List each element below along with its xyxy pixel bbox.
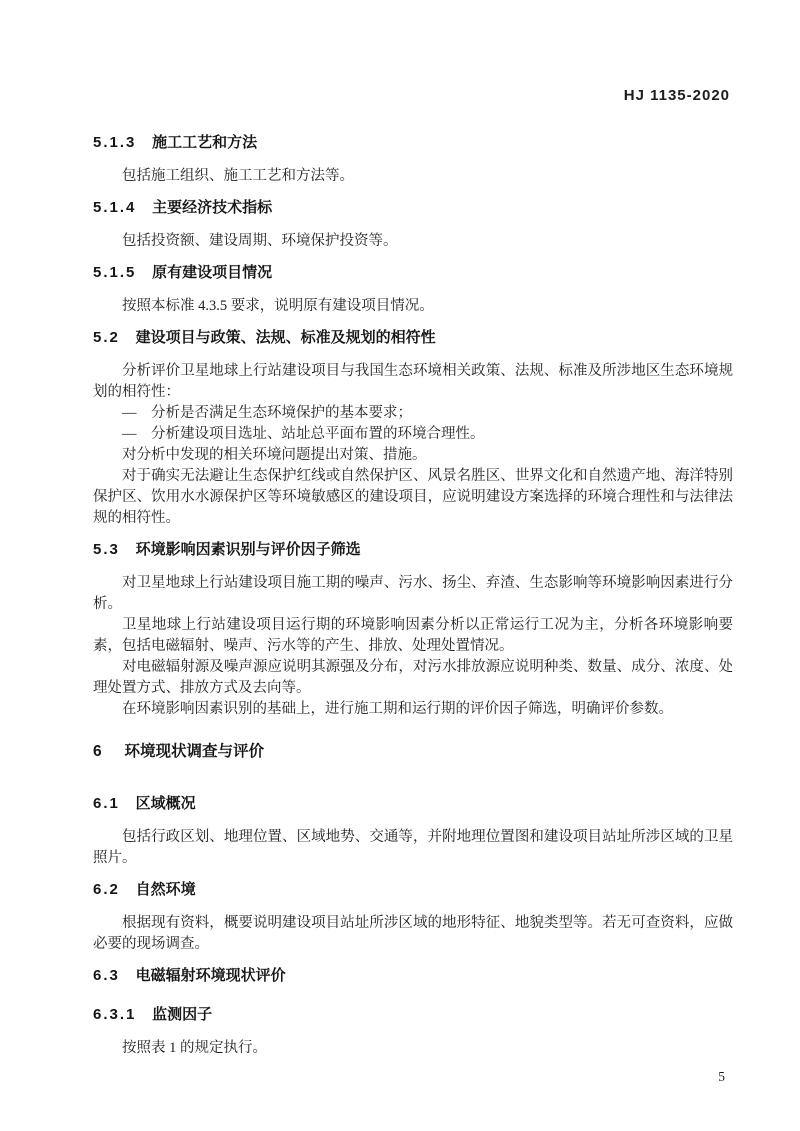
document-code-header: HJ 1135-2020 <box>623 87 730 104</box>
section-title: 原有建设项目情况 <box>152 264 273 281</box>
section-number: 5.1.5 <box>93 264 137 281</box>
section-heading-5-1-4 <box>93 199 733 217</box>
section-title: 环境影响因素识别与评价因子筛选 <box>135 541 361 558</box>
paragraph: 包括行政区划、地理位置、区域地势、交通等，并附地理位置图和建设项目站址所涉区域的卫星照片。 <box>93 829 733 866</box>
section-number: 5.2 <box>93 329 120 346</box>
section-number: 6.3 <box>93 967 120 984</box>
section-title: 区域概况 <box>135 795 196 812</box>
section-title: 监测因子 <box>152 1006 213 1023</box>
paragraph: 包括投资额、建设周期、环境保护投资等。 <box>122 233 398 249</box>
section-number: 6.3.1 <box>93 1006 137 1023</box>
paragraph: 在环境影响因素识别的基础上，进行施工期和运行期的评价因子筛选，明确评价参数。 <box>122 701 673 717</box>
paragraph: 对卫星地球上行站建设项目施工期的噪声、污水、扬尘、弃渣、生态影响等环境影响因素进行分析。 <box>93 575 733 612</box>
section-heading-6-1 <box>93 795 733 813</box>
paragraph: 分析评价卫星地球上行站建设项目与我国生态环境相关政策、法规、标准及所涉地区生态环境规划的相符性： <box>93 363 733 400</box>
section-heading-5-1-3 <box>93 134 733 152</box>
section-heading-5-3 <box>93 541 733 559</box>
paragraph: 根据现有资料，概要说明建设项目站址所涉区域的地形特征、地貌类型等。若无可查资料，应做必要的现场调查。 <box>93 915 733 952</box>
paragraph: 对分析中发现的相关环境问题提出对策、措施。 <box>122 447 427 463</box>
section-title: 主要经济技术指标 <box>152 199 273 216</box>
section-title: 建设项目与政策、法规、标准及规划的相符性 <box>135 329 436 346</box>
section-number: 5.1.3 <box>93 134 137 151</box>
chapter-number: 6 <box>93 743 104 760</box>
paragraph: 按照本标准 4.3.5 要求，说明原有建设项目情况。 <box>122 298 434 314</box>
section-heading-5-2 <box>93 329 733 347</box>
page-content <box>93 0 733 1086</box>
chapter-title: 环境现状调查与评价 <box>124 743 265 760</box>
paragraph: 对于确实无法避让生态保护红线或自然保护区、风景名胜区、世界文化和自然遗产地、海洋特别保护区、饮用水水源保护区等环境敏感区的建设项目，应说明建设方案选择的环境合理性和与法律法规的相符性。 <box>93 468 733 526</box>
section-number: 6.2 <box>93 881 120 898</box>
section-heading-5-1-5 <box>93 264 733 282</box>
section-title: 施工工艺和方法 <box>152 134 258 151</box>
section-heading-6-2 <box>93 881 733 899</box>
paragraph: 卫星地球上行站建设项目运行期的环境影响因素分析以正常运行工况为主，分析各环境影响要素，包括电磁辐射、噪声、污水等的产生、排放、处理处置情况。 <box>93 617 733 654</box>
paragraph: 按照表 1 的规定执行。 <box>122 1040 267 1056</box>
chapter-heading-6 <box>93 742 733 762</box>
paragraph: 对电磁辐射源及噪声源应说明其源强及分布，对污水排放源应说明种类、数量、成分、浓度、处理处置方式、排放方式及去向等。 <box>93 659 733 696</box>
section-number: 6.1 <box>93 795 120 812</box>
paragraph: 包括施工组织、施工工艺和方法等。 <box>122 168 354 184</box>
section-number: 5.1.4 <box>93 199 137 216</box>
page-number: 5 <box>718 1069 725 1084</box>
section-heading-6-3-1 <box>93 1006 733 1024</box>
section-number: 5.3 <box>93 541 120 558</box>
dash-list-item: — 分析是否满足生态环境保护的基本要求； <box>122 405 412 421</box>
dash-list-item: — 分析建设项目选址、站址总平面布置的环境合理性。 <box>122 426 485 442</box>
section-title: 自然环境 <box>135 881 196 898</box>
section-heading-6-3 <box>93 967 733 985</box>
section-title: 电磁辐射环境现状评价 <box>135 967 286 984</box>
